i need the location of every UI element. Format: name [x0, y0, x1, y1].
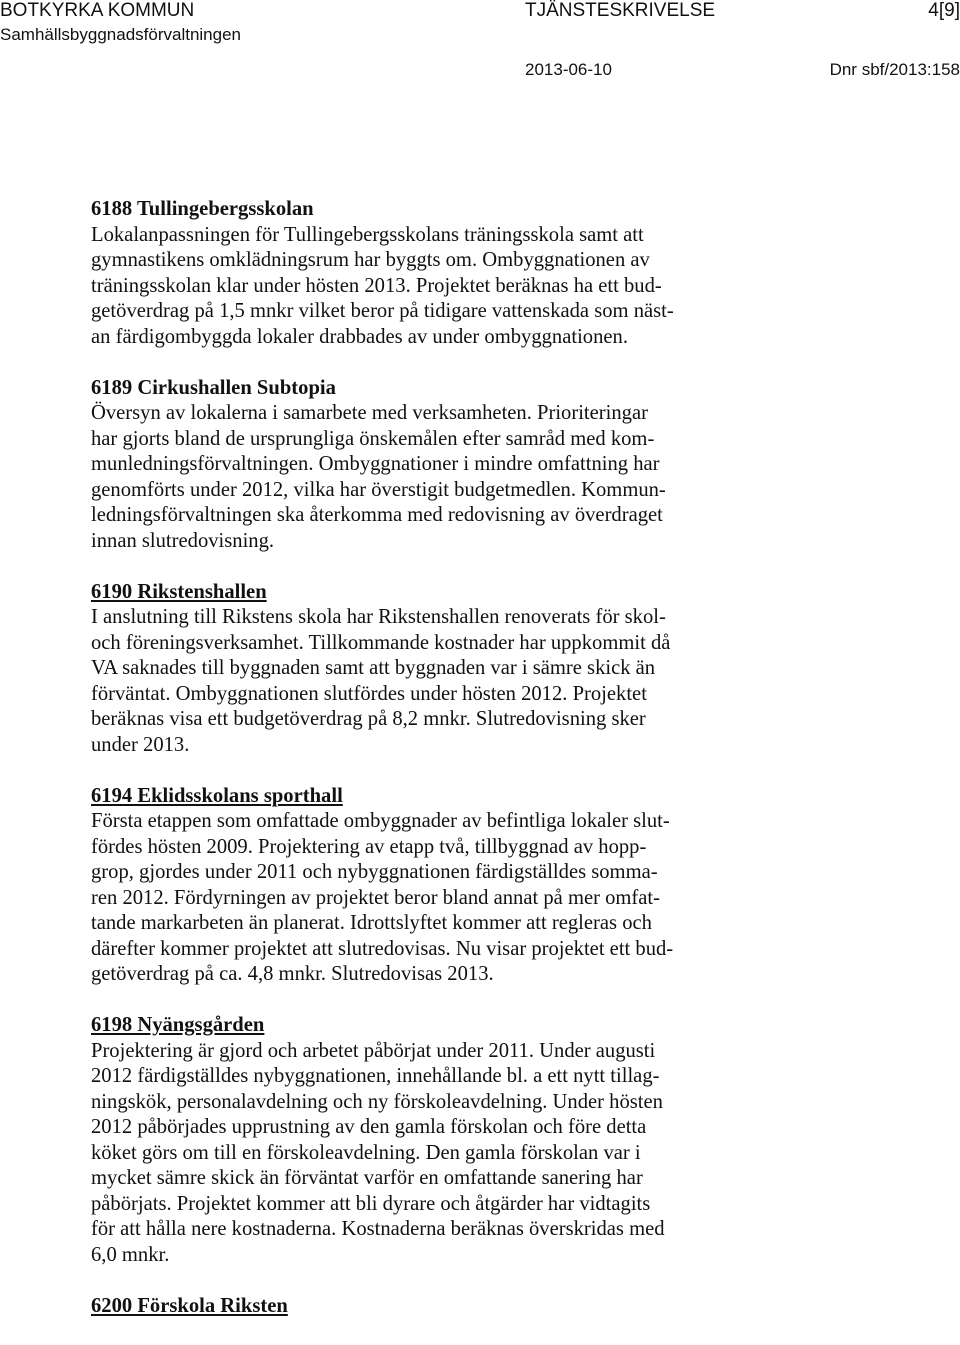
paragraph-line: beräknas visa ett budgetöverdrag på 8,2 mnkr. Slutredovisning sker: [91, 708, 646, 730]
paragraph-line: grop, gjordes under 2011 och nybyggnationen färdigställdes somma-: [91, 861, 658, 883]
paragraph-line: innan slutredovisning.: [91, 529, 275, 552]
paragraph-line: ren 2012. Fördyrningen av projektet beror bland annat på mer omfat-: [91, 886, 661, 909]
paragraph-line: ningskök, personalavdelning och ny förskoleavdelning. Under hösten: [91, 1090, 663, 1113]
page-number: 4[9]: [928, 0, 960, 21]
registration-number: Dnr sbf/2013:158: [829, 60, 960, 79]
paragraph-line: Lokalanpassningen för Tullingebergsskolans träningsskola samt att: [91, 223, 644, 246]
paragraph-line: 6,0 mnkr.: [91, 1243, 170, 1266]
paragraph-line: Översyn av lokalerna i samarbete med verksamheten. Prioriteringar: [91, 402, 648, 424]
department-name: Samhällsbyggnadsförvaltningen: [0, 25, 241, 44]
paragraph-line: I anslutning till Rikstens skola har Rikstenshallen renoverats för skol-: [91, 606, 666, 628]
paragraph-line: 2012 färdigställdes nybyggnationen, innehållande bl. a ett nytt tillag-: [91, 1065, 660, 1087]
section: [91, 1294, 771, 1320]
section-title: 6194 Eklidsskolans sporthall: [91, 784, 343, 807]
paragraph-line: ledningsförvaltningen ska återkomma med redovisning av överdraget: [91, 504, 663, 526]
paragraph-line: träningsskolan klar under hösten 2013. Projektet beräknas ha ett bud-: [91, 274, 662, 297]
paragraph-line: genomförts under 2012, vilka har överstigit budgetmedlen. Kommun-: [91, 478, 666, 501]
paragraph-line: gymnastikens omklädningsrum har byggts om. Ombyggnationen av: [91, 249, 650, 271]
paragraph-line: därefter kommer projektet att slutredovisas. Nu visar projektet ett bud-: [91, 937, 674, 960]
organization-name: BOTKYRKA KOMMUN: [0, 0, 195, 21]
page-header: [0, 0, 960, 90]
paragraph-line: munledningsförvaltningen. Ombyggnationer i mindre omfattning har: [91, 453, 660, 475]
paragraph-line: VA saknades till byggnaden samt att byggnaden var i sämre skick än: [91, 657, 656, 679]
paragraph-line: an färdigombyggda lokaler drabbades av under ombyggnationen.: [91, 325, 628, 348]
paragraph-line: 2012 påbörjades upprustning av den gamla förskolan och före detta: [91, 1116, 647, 1138]
paragraph-line: Första etappen som omfattade ombyggnader av befintliga lokaler slut-: [91, 810, 670, 832]
paragraph-line: köket görs om till en förskoleavdelning. Den gamla förskolan var i: [91, 1141, 641, 1164]
section-title: 6198 Nyängsgården: [91, 1014, 265, 1036]
paragraph-line: påbörjats. Projektet kommer att bli dyrare och åtgärder har vidtagits: [91, 1192, 651, 1215]
section: [91, 1013, 771, 1268]
paragraph-line: mycket sämre skick än förväntat varför en omfattande sanering har: [91, 1167, 643, 1189]
paragraph-line: under 2013.: [91, 733, 190, 756]
paragraph-line: tande markarbeten än planerat. Idrottslyftet kommer att regleras och: [91, 912, 652, 934]
paragraph-line: har gjorts bland de ursprungliga önskemålen efter samråd med kom-: [91, 427, 655, 450]
paragraph-line: för att hålla nere kostnaderna. Kostnaderna beräknas överskridas med: [91, 1218, 665, 1240]
paragraph-line: Projektering är gjord och arbetet påbörjat under 2011. Under augusti: [91, 1039, 656, 1062]
paragraph-line: getöverdrag på ca. 4,8 mnkr. Slutredovisas 2013.: [91, 963, 494, 985]
section: [91, 580, 771, 759]
section-title: 6188 Tullingebergsskolan: [91, 198, 314, 220]
paragraph-line: getöverdrag på 1,5 mnkr vilket beror på tidigare vattenskada som näst-: [91, 300, 674, 322]
paragraph-line: fördes hösten 2009. Projektering av etapp två, tillbyggnad av hopp-: [91, 835, 647, 858]
paragraph-line: förväntat. Ombyggnationen slutfördes under hösten 2012. Projektet: [91, 682, 647, 705]
section-title: 6200 Förskola Riksten: [91, 1294, 288, 1317]
document-type: TJÄNSTESKRIVELSE: [525, 0, 716, 21]
document-date: 2013-06-10: [525, 60, 612, 79]
section: [91, 784, 771, 988]
document-body: [91, 197, 771, 1345]
section-title: 6189 Cirkushallen Subtopia: [91, 376, 336, 399]
section: [91, 376, 771, 555]
paragraph-line: och föreningsverksamhet. Tillkommande kostnader har uppkommit då: [91, 631, 671, 654]
section: [91, 197, 771, 350]
section-title: 6190 Rikstenshallen: [91, 580, 267, 603]
